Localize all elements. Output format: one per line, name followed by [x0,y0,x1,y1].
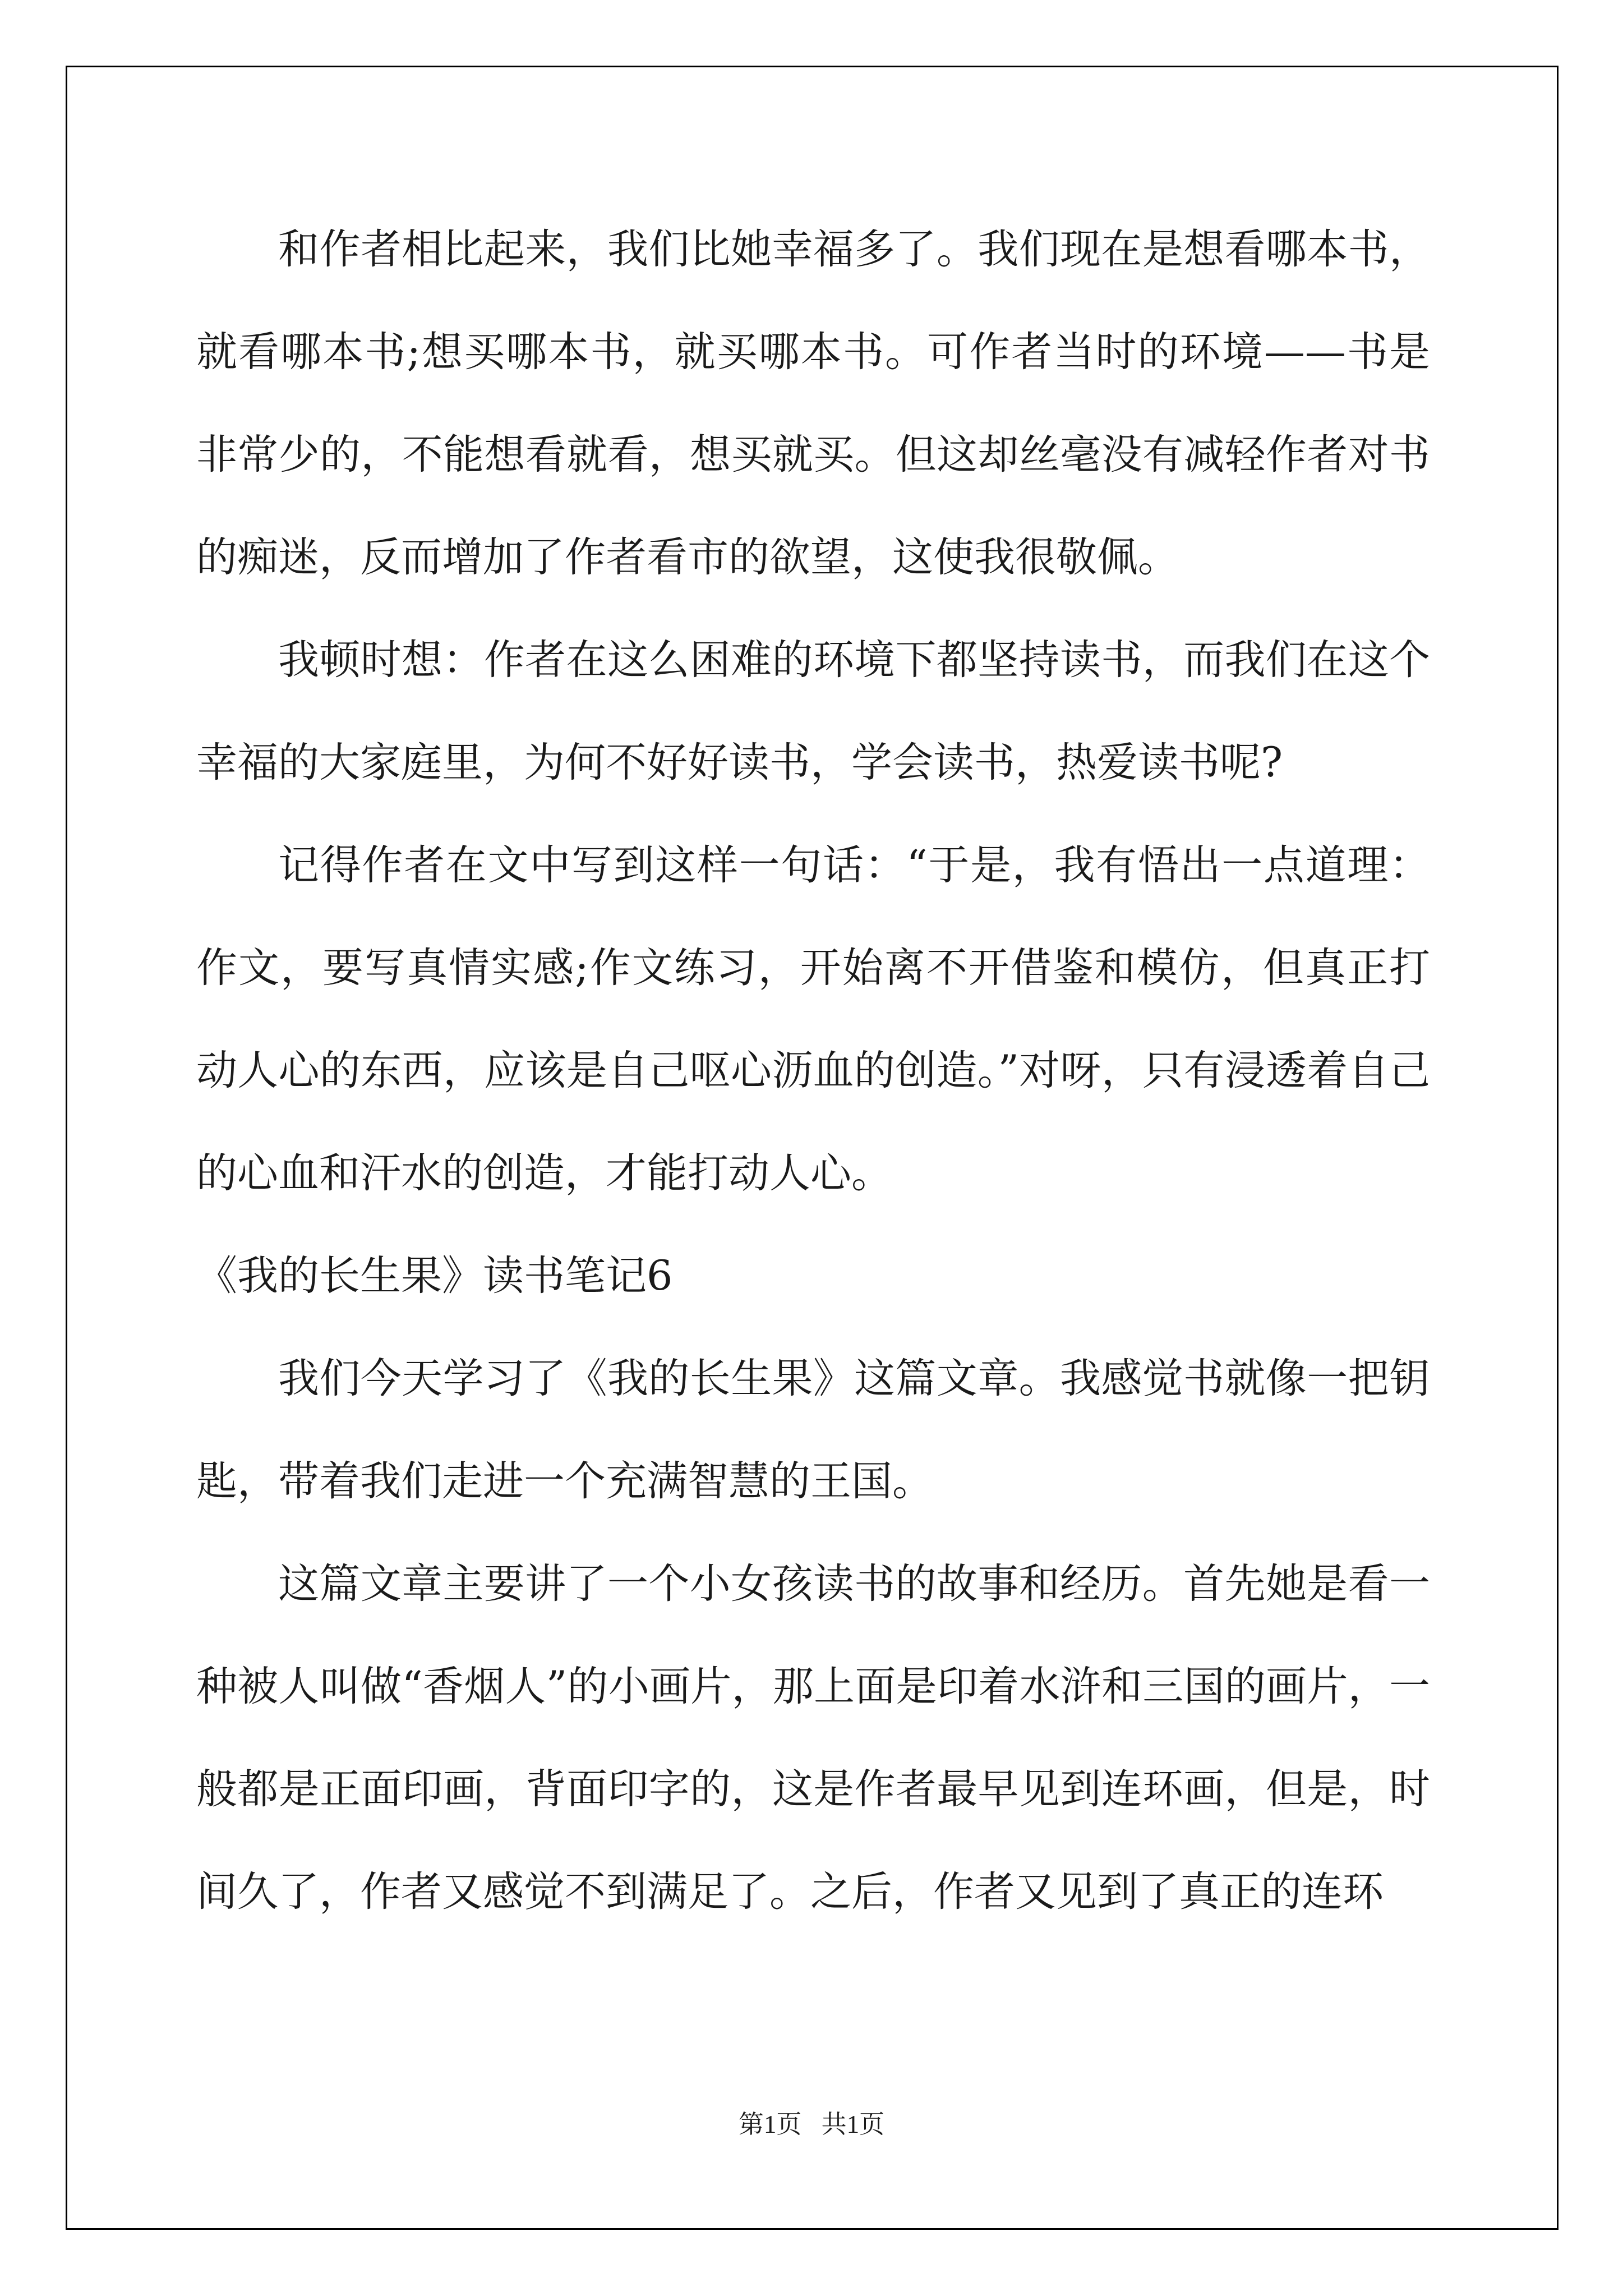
paragraph-3: 记得作者在文中写到这样一句话：“于是，我有悟出一点道理：作文，要写真情实感;作文练习，开始离不开借鉴和模仿，但真正打动人心的东西，应该是自己呕心沥血的创造。”对呀，只有浸透着自己的心血和汗水的创造，才能打动人心。 [196,841,1430,1197]
paragraph-5: 这篇文章主要讲了一个小女孩读书的故事和经历。首先她是看一种被人叫做“香烟人”的小画片，那上面是印着水浒和三国的画片，一般都是正面印画，背面印字的，这是作者最早见到连环画，但是，时间久了，作者又感觉不到满足了。之后，作者又见到了真正的连环 [196,1560,1430,1916]
page-total: 共1页 [821,2110,885,2138]
paragraph-1: 和作者相比起来，我们比她幸福多了。我们现在是想看哪本书，就看哪本书;想买哪本书，就买哪本书。可作者当时的环境——书是非常少的，不能想看就看，想买就买。但这却丝毫没有减轻作者对书的痴迷，反而增加了作者看市的欲望，这使我很敬佩。 [196,226,1430,581]
page-footer [0,2104,1623,2140]
document-body [196,198,1430,1943]
paragraph-4: 我们今天学习了《我的长生果》这篇文章。我感觉书就像一把钥匙，带着我们走进一个充满智慧的王国。 [196,1355,1430,1505]
paragraph-2: 我顿时想：作者在这么困难的环境下都坚持读书，而我们在这个幸福的大家庭里，为何不好好读书，学会读书，热爱读书呢? [196,636,1430,786]
page-number: 第1页 [738,2110,802,2138]
section-heading: 《我的长生果》读书笔记6 [196,1252,673,1300]
